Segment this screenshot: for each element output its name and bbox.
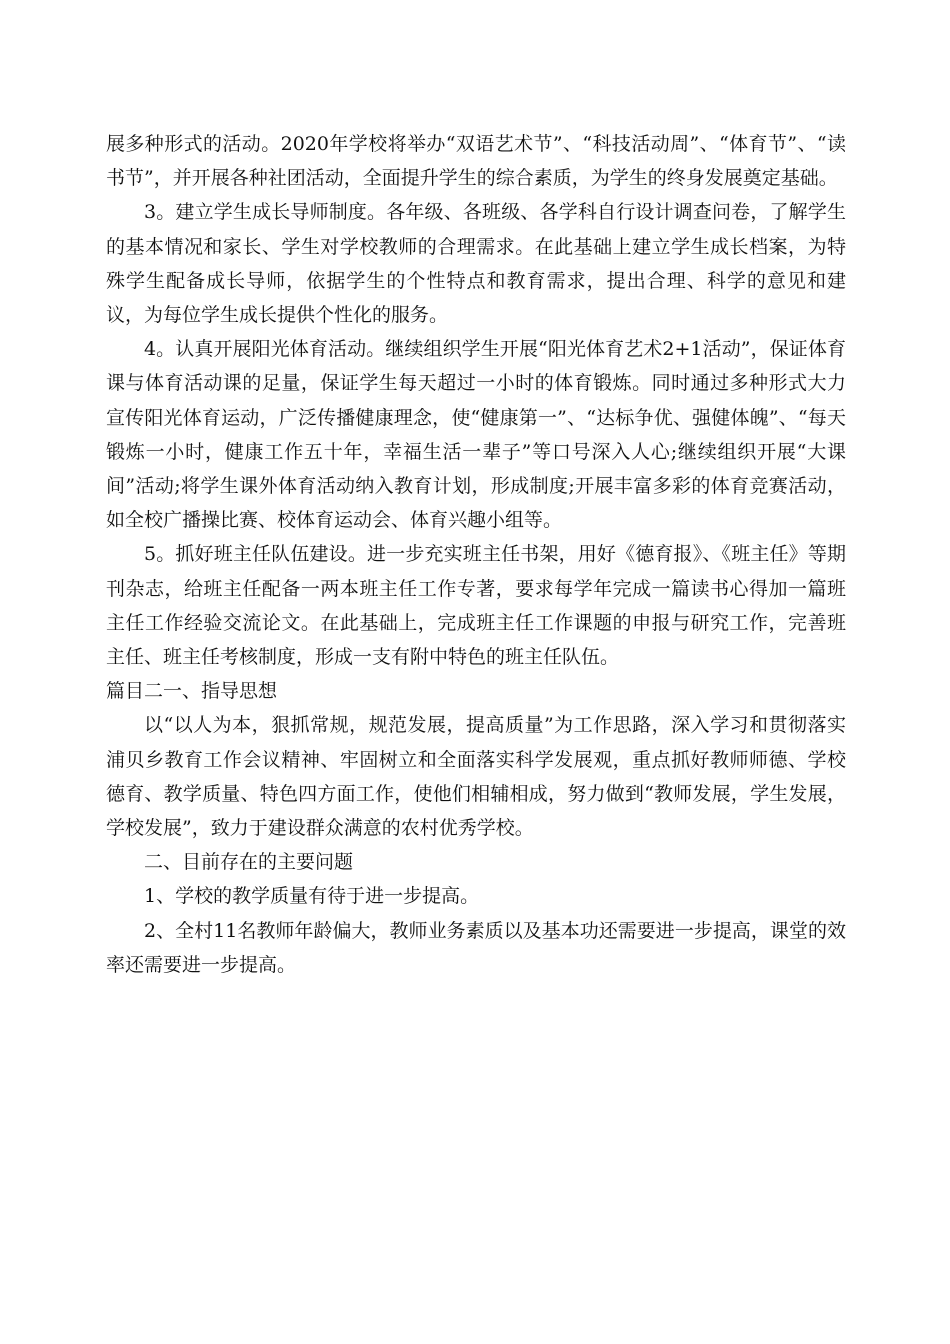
paragraph-problem-2: 2、全村11名教师年龄偏大，教师业务素质以及基本功还需要进一步提高，课堂的效率还需要进一步提高。 (106, 919, 846, 976)
paragraph-problem-1: 1、学校的教学质量有待于进一步提高。 (144, 885, 480, 908)
document-body (106, 127, 846, 982)
paragraph-activities-continued: 展多种形式的活动。2020年学校将举办“双语艺术节”、“科技活动周”、“体育节”、“读书节”，并开展各种社团活动，全面提升学生的综合素质，为学生的终身发展奠定基础。 (106, 133, 846, 190)
paragraph-mentor-system: 3。建立学生成长导师制度。各年级、各班级、各学科自行设计调查问卷，了解学生的基本情况和家长、学生对学校教师的合理需求。在此基础上建立学生成长档案，为特殊学生配备成长导师，依据学生的个性特点和教育需求，提出合理、科学的意见和建议，为每位学生成长提供个性化的服务。 (106, 201, 846, 327)
paragraph-sunshine-sports: 4。认真开展阳光体育活动。继续组织学生开展“阳光体育艺术2+1活动”，保证体育课与体育活动课的足量，保证学生每天超过一小时的体育锻炼。同时通过多种形式大力宣传阳光体育运动，广泛传播健康理念，使“健康第一”、“达标争优、强健体魄”、“每天锻炼一小时，健康工作五十年，幸福生活一辈子”等口号深入人心;继续组织开展“大课间”活动;将学生课外体育活动纳入教育计划，形成制度;开展丰富多彩的体育竞赛活动，如全校广播操比赛、校体育运动会、体育兴趣小组等。 (106, 338, 846, 532)
section-heading-main-problems: 二、目前存在的主要问题 (144, 851, 354, 874)
paragraph-head-teacher-team: 5。抓好班主任队伍建设。进一步充实班主任书架，用好《德育报》、《班主任》等期刊杂志，给班主任配备一两本班主任工作专著，要求每学年完成一篇读书心得加一篇班主任工作经验交流论文。在此基础上，完成班主任工作课题的申报与研究工作，完善班主任、班主任考核制度，形成一支有附中特色的班主任队伍。 (106, 543, 846, 669)
section-heading-guiding-ideology: 篇目二一、指导思想 (106, 680, 278, 703)
paragraph-guiding-ideology: 以“以人为本，狠抓常规，规范发展，提高质量”为工作思路，深入学习和贯彻落实浦贝乡教育工作会议精神、牢固树立和全面落实科学发展观，重点抓好教师师德、学校德育、教学质量、特色四方面工作，使他们相辅相成，努力做到“教师发展，学生发展，学校发展”，致力于建设群众满意的农村优秀学校。 (106, 714, 846, 840)
